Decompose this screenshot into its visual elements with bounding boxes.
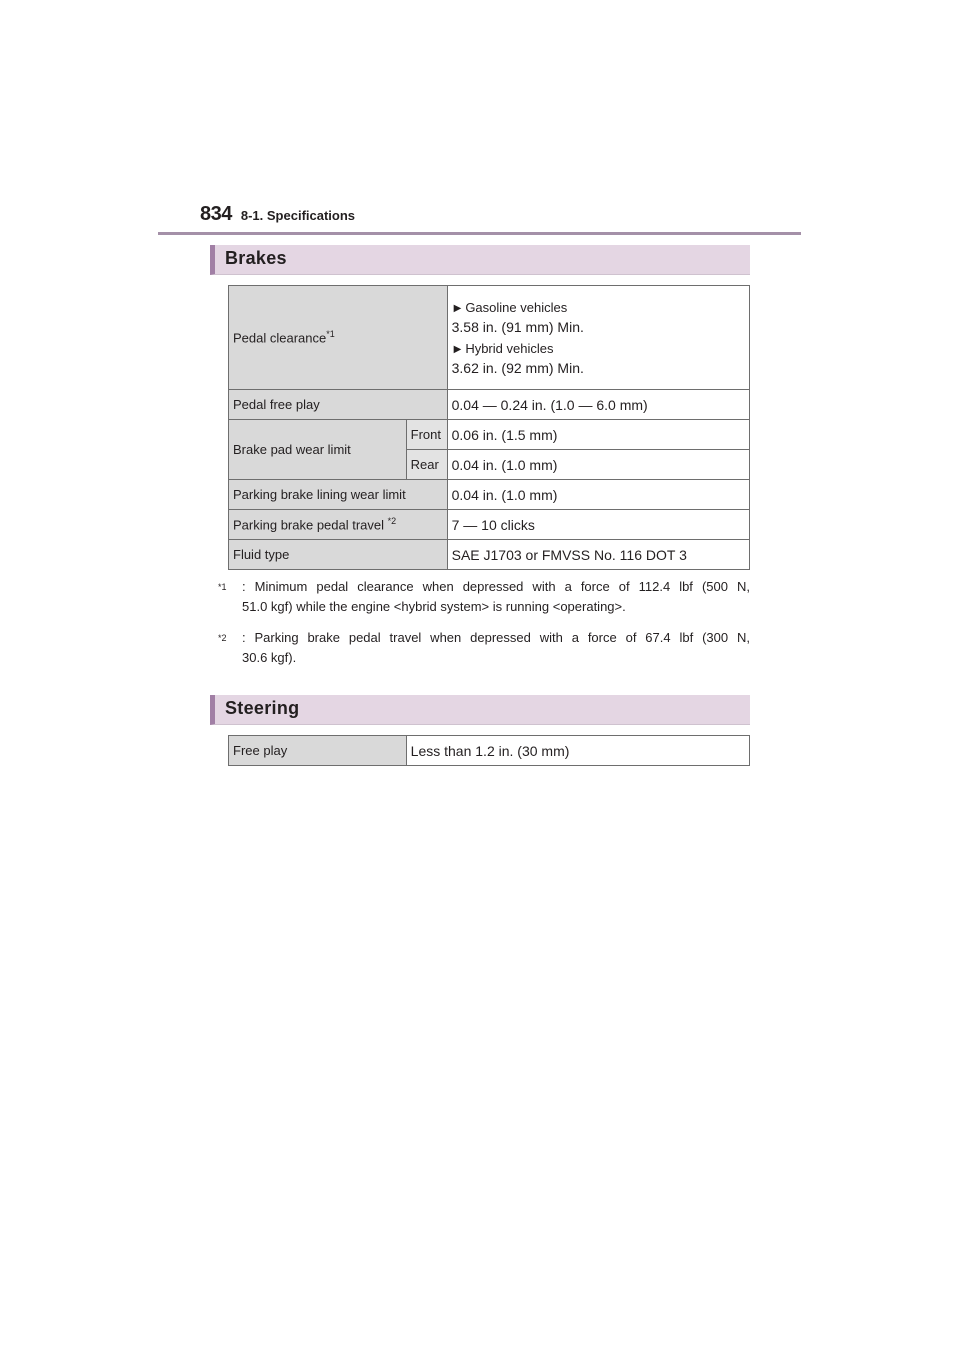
pedal-free-play-value: 0.04 — 0.24 in. (1.0 — 6.0 mm) <box>447 390 749 420</box>
lining-wear-label: Parking brake lining wear limit <box>229 480 448 510</box>
steering-spec-table <box>228 735 750 766</box>
table-row <box>229 510 750 540</box>
table-row <box>229 390 750 420</box>
footnote-line: 30.6 kgf). <box>242 650 297 665</box>
list-item <box>454 341 749 356</box>
footnote-1 <box>218 577 750 617</box>
steering-free-play-value: Less than 1.2 in. (30 mm) <box>406 736 749 766</box>
vehicle-type: Gasoline vehicles <box>465 299 568 315</box>
pedal-travel-value: 7 — 10 clicks <box>447 510 749 540</box>
triangle-bullet-icon: ▶ <box>453 343 462 355</box>
clearance-value: 3.62 in. (92 mm) Min. <box>451 359 584 376</box>
pedal-travel-label <box>229 510 448 540</box>
pedal-clearance-value <box>447 286 749 390</box>
vehicle-type: Hybrid vehicles <box>465 340 554 356</box>
footnote-2 <box>218 628 750 668</box>
brakes-spec-table <box>228 285 750 570</box>
brakes-heading: Brakes <box>225 248 287 268</box>
section-reference: 8-1. Specifications <box>240 208 356 223</box>
clearance-value: 3.58 in. (91 mm) Min. <box>451 318 584 335</box>
fluid-type-label: Fluid type <box>229 540 448 570</box>
list-item <box>454 300 749 315</box>
pedal-travel-label-text: Parking brake pedal travel <box>233 517 388 533</box>
front-value: 0.06 in. (1.5 mm) <box>447 420 749 450</box>
page-header <box>200 203 355 226</box>
front-label: Front <box>406 420 447 450</box>
steering-heading-bar <box>210 695 750 725</box>
page-number: 834 <box>200 203 232 225</box>
footnote-ref: *2 <box>387 516 397 527</box>
brakes-heading-bar <box>210 245 750 275</box>
footnote-mark: *2 <box>218 633 227 643</box>
pedal-clearance-label <box>229 286 448 390</box>
footnote-text <box>218 577 750 617</box>
rear-value: 0.04 in. (1.0 mm) <box>447 450 749 480</box>
footnote-line: 51.0 kgf) while the engine <hybrid system> is running <operating>. <box>242 599 626 614</box>
footnote-ref: *1 <box>326 329 335 340</box>
footnote-text <box>218 628 750 668</box>
steering-free-play-label: Free play <box>229 736 407 766</box>
rear-label: Rear <box>406 450 447 480</box>
table-row <box>229 736 750 766</box>
table-row <box>229 540 750 570</box>
brake-pad-label: Brake pad wear limit <box>229 420 407 480</box>
triangle-bullet-icon: ▶ <box>453 302 462 314</box>
steering-heading: Steering <box>225 698 300 718</box>
footnote-mark: *1 <box>218 582 227 592</box>
footnote-line: : Parking brake pedal travel when depressed with a force of 67.4 lbf (300 N, <box>242 630 750 645</box>
fluid-type-value: SAE J1703 or FMVSS No. 116 DOT 3 <box>447 540 749 570</box>
pedal-clearance-label-text: Pedal clearance <box>233 330 327 346</box>
footnote-line: : Minimum pedal clearance when depressed with a force of 112.4 lbf (500 N, <box>242 579 750 594</box>
pedal-free-play-label: Pedal free play <box>229 390 448 420</box>
header-rule <box>158 232 801 235</box>
table-row <box>229 420 750 450</box>
lining-wear-value: 0.04 in. (1.0 mm) <box>447 480 749 510</box>
table-row <box>229 480 750 510</box>
table-row <box>229 286 750 390</box>
